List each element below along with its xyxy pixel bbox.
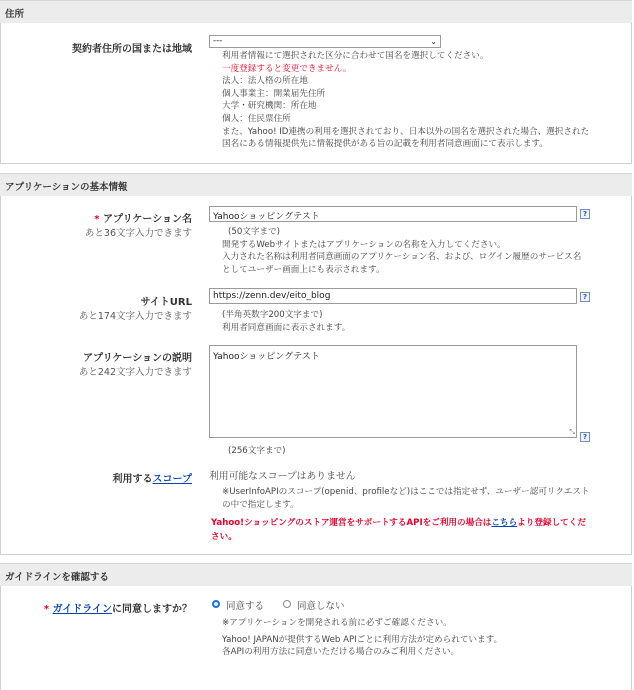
scope-label-prefix: 利用する [112,474,153,485]
site-url-remaining: あと174文字入力できます [78,311,192,322]
app-name-note: としてユーザー画面上にも表示されます。 [222,264,385,275]
help-icon[interactable]: ? [580,432,590,442]
description-value: Yahooショッピングテスト [213,352,320,362]
address-section-header [0,0,632,24]
app-name-note: 開発するWebサイトまたはアプリケーションの名称を入力してください。 [222,239,506,250]
country-note: 国名にある情報提供先に情報提供がある旨の記載を利用者同意画面にて表示します。 [222,139,548,150]
country-note: 個人：住民票住所 [222,113,291,124]
description-remaining: あと242文字入力できます [78,367,192,378]
help-icon[interactable]: ? [580,292,590,302]
scope-store-warning [211,516,586,544]
site-url-label: サイトURL [140,297,192,308]
store-api-link[interactable]: こちら [491,518,518,528]
country-warning-note: 一度登録すると変更できません。 [222,63,352,74]
guideline-question [44,600,192,615]
country-note: 個人事業主：開業届先住所 [222,88,326,99]
app-name-label-text: アプリケーション名 [103,214,192,225]
site-url-note: (半角英数字200文字まで) [222,310,323,320]
guideline-note: ※アプリケーションを開発される前に必ずご確認ください。 [222,618,452,628]
warning-text: Yahoo!ショッピングのストア運営をサポートするAPIをご利用の場合は [211,518,492,528]
guideline-question-text: に同意しますか？ [112,604,192,615]
country-note: 法人：法人格の所在地 [222,76,308,87]
resize-handle-icon[interactable]: ⤡ [569,428,575,436]
basic-info-section-title: アプリケーションの基本情報 [5,182,128,193]
scope-link[interactable]: スコープ [152,474,192,485]
basic-info-section-header [0,173,632,197]
site-url-input[interactable]: https://zenn.dev/eito_blog [209,288,577,304]
scope-label [113,470,193,485]
scope-value: 利用可能なスコープはありません [209,471,356,482]
country-note: また、Yahoo! ID連携の利用を選択されており、日本以外の国名を選択された場合、選択された [222,126,590,137]
chevron-down-icon: ⌄ [430,37,437,46]
required-mark: * [94,214,100,225]
guideline-section-title: ガイドラインを確認する [5,572,109,583]
app-name-note: (50文字まで) [228,227,281,237]
country-label: 契約者住所の国または地域 [72,44,192,55]
warning-text: より登録してくだ [517,518,586,528]
site-url-note: 利用者同意画面に表示されます。 [222,322,351,333]
description-limit-note: (256文字まで) [228,446,286,456]
guideline-section-header [0,563,632,587]
guideline-note: Yahoo! JAPANが提供するWeb APIごとに利用方法が定められています。 [222,634,503,645]
app-name-notes [222,226,581,276]
country-notes [222,50,589,151]
country-note: 利用者情報にて選択された区分に合わせて国名を選択してください。 [222,51,489,61]
description-label: アプリケーションの説明 [83,353,192,364]
help-icon[interactable]: ? [580,209,590,219]
agree-radio-label[interactable]: 同意する [226,601,265,612]
guideline-notes [222,617,502,659]
scope-note: ※UserInfoAPIのスコープ(openid、profileなど)はここでは指定せず、ユーザー認可リクエスト [222,487,590,497]
scope-note: の中で指定します。 [222,499,299,510]
app-name-remaining: あと36文字入力できます [84,228,192,239]
app-name-note: 入力された名称は利用者同意画面のアプリケーション名、および、ログイン履歴のサービス名 [222,252,582,263]
warning-text: さい。 [211,532,237,542]
app-name-label [94,210,192,225]
country-note: 大学・研究機関：所在地 [222,101,317,112]
disagree-radio-label[interactable]: 同意しない [297,601,345,612]
disagree-radio[interactable] [283,600,291,608]
required-mark: * [43,604,50,615]
app-name-input[interactable]: Yahooショッピングテスト [209,206,577,222]
site-url-notes [222,309,350,334]
guideline-note: 各APIの利用方法に同意いただける場合のみご利用ください。 [222,647,460,658]
scope-notes [222,486,590,511]
country-select-value: --- [213,36,223,46]
agree-radio[interactable] [212,600,220,608]
guideline-link[interactable]: ガイドライン [52,604,112,615]
description-textarea[interactable] [209,345,577,438]
country-select[interactable] [209,35,441,48]
address-section-title: 住所 [5,9,25,20]
